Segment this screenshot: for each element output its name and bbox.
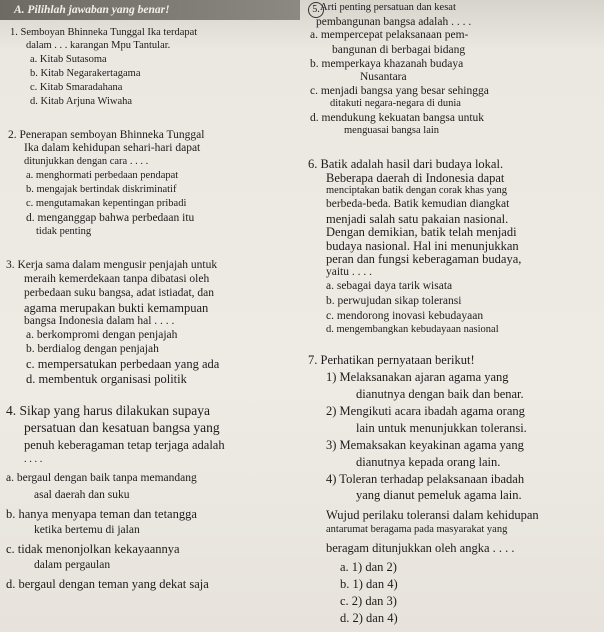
- right-text-line: d. 2) dan 4): [340, 611, 398, 625]
- right-text-line: menciptakan batik dengan corak khas yang: [326, 184, 508, 196]
- right-text-line: c. menjadi bangsa yang besar sehingga: [310, 84, 489, 97]
- left-text-line: 3. Kerja sama dalam mengusir penjajah untuk: [6, 258, 218, 271]
- right-text-line: a. sebagai daya tarik wisata: [326, 280, 453, 293]
- left-text-line: Ika dalam kehidupan sehari-hari dapat: [24, 141, 201, 154]
- right-text-line: b. 1) dan 4): [340, 577, 398, 592]
- right-text-line: a. mempercepat pelaksanaan pem-: [310, 29, 469, 42]
- right-text-line: lain untuk menunjukkan toleransi.: [356, 420, 527, 435]
- left-text-line: 4. Sikap yang harus dilakukan supaya: [6, 402, 210, 418]
- right-text-line: Nusantara: [360, 71, 407, 83]
- left-text-line: meraih kemerdekaan tanpa dibatasi oleh: [24, 272, 210, 285]
- right-text-line: 4) Toleran terhadap pelaksanaan ibadah: [326, 471, 525, 486]
- right-text-line: 1) Melaksanakan ajaran agama yang: [326, 370, 509, 385]
- left-text-line: a. Kitab Sutasoma: [30, 53, 107, 65]
- right-text-line: 6. Batik adalah hasil dari budaya lokal.: [308, 156, 504, 171]
- right-text-line: Arti penting persatuan dan kesat: [320, 2, 456, 14]
- right-text-line: menjadi salah satu pakaian nasional.: [326, 211, 509, 226]
- left-text-line: d. bergaul dengan teman yang dekat saja: [6, 576, 209, 591]
- right-text-line: peran dan fungsi keberagaman budaya,: [326, 252, 522, 267]
- left-text-line: dalam . . . karangan Mpu Tantular.: [26, 39, 171, 51]
- left-text-line: 1. Semboyan Bhinneka Tunggal Ika terdapat: [10, 27, 198, 39]
- left-text-line: agama merupakan bukti kemampuan: [24, 300, 209, 315]
- right-text-line: Dengan demikian, batik telah menjadi: [326, 225, 517, 240]
- right-text-line: menguasai bangsa lain: [344, 125, 440, 136]
- right-text-line: c. mendorong inovasi kebudayaan: [326, 309, 484, 322]
- left-text-line: c. Kitab Smaradahana: [30, 82, 123, 94]
- left-text-line: c. mengutamakan kepentingan pribadi: [26, 197, 187, 209]
- right-text-line: d. mengembangkan kebudayaan nasional: [326, 324, 499, 336]
- right-text-line: pembangunan bangsa adalah . . . .: [316, 15, 472, 28]
- left-text-line: b. berdialog dengan penjajah: [26, 342, 159, 355]
- left-text-line: b. hanya menyapa teman dan tetangga: [6, 506, 197, 521]
- left-text-line: b. mengajak bertindak diskriminatif: [26, 183, 177, 195]
- left-text-line: . . . .: [24, 454, 43, 466]
- right-text-line: 3) Memaksakan keyakinan agama yang: [326, 437, 524, 452]
- left-text-line: a. bergaul dengan baik tanpa memandang: [6, 471, 197, 484]
- right-text-line: dianutnya dengan baik dan benar.: [356, 387, 524, 402]
- left-text-line: penuh keberagaman tetap terjaga adalah: [24, 437, 225, 452]
- right-text-line: d. mendukung kekuatan bangsa untuk: [310, 111, 485, 124]
- right-text-line: Wujud perilaku toleransi dalam kehidupan: [326, 507, 539, 522]
- left-text-line: d. membentuk organisasi politik: [26, 372, 187, 387]
- right-text-line: 7. Perhatikan pernyataan berikut!: [308, 353, 475, 368]
- section-header: A. Pilihlah jawaban yang benar!: [14, 4, 170, 16]
- left-column: [0, 0, 300, 632]
- right-text-line: antarumat beragama pada masyarakat yang: [326, 524, 508, 536]
- right-text-line: a. 1) dan 2): [340, 560, 397, 575]
- left-text-line: bangsa Indonesia dalam hal . . . .: [24, 314, 175, 327]
- left-text-line: ditunjukkan dengan cara . . . .: [24, 155, 149, 167]
- left-text-line: a. berkompromi dengan penjajah: [26, 328, 178, 341]
- left-text-line: c. mempersatukan perbedaan yang ada: [26, 357, 220, 372]
- right-text-line: berbeda-beda. Batik kemudian diangkat: [326, 198, 510, 211]
- left-text-line: d. Kitab Arjuna Wiwaha: [30, 96, 133, 108]
- right-text-line: b. memperkaya khazanah budaya: [310, 57, 464, 70]
- left-text-line: ketika bertemu di jalan: [34, 524, 140, 537]
- right-text-line: Beberapa daerah di Indonesia dapat: [326, 171, 505, 186]
- right-text-line: ditakuti negara-negara di dunia: [330, 98, 461, 109]
- left-text-line: 2. Penerapan semboyan Bhinneka Tunggal: [8, 128, 205, 141]
- left-text-line: a. menghormati perbedaan pendapat: [26, 169, 179, 181]
- left-text-line: d. menganggap bahwa perbedaan itu: [26, 211, 195, 224]
- left-text-line: persatuan dan kesatuan bangsa yang: [24, 420, 220, 436]
- left-text-line: perbedaan suku bangsa, adat istiadat, dan: [24, 286, 215, 299]
- right-text-line: beragam ditunjukkan oleh angka . . . .: [326, 541, 515, 556]
- left-text-line: dalam pergaulan: [34, 559, 111, 572]
- left-text-line: asal daerah dan suku: [34, 489, 130, 502]
- question-number-5: 5.: [308, 2, 324, 18]
- left-text-line: tidak penting: [36, 225, 92, 237]
- right-text-line: yaitu . . . .: [326, 265, 372, 278]
- right-text-line: 2) Mengikuti acara ibadah agama orang: [326, 404, 525, 418]
- right-text-line: budaya nasional. Hal ini menunjukkan: [326, 238, 519, 253]
- right-column: [300, 0, 604, 632]
- right-text-line: bangunan di berbagai bidang: [332, 44, 466, 56]
- right-text-line: c. 2) dan 3): [340, 594, 397, 609]
- left-text-line: b. Kitab Negarakertagama: [30, 68, 141, 80]
- left-text-line: c. tidak menonjolkan kekayaannya: [6, 541, 180, 556]
- right-text-line: yang dianut pemeluk agama lain.: [356, 488, 522, 503]
- right-text-line: dianutnya kepada orang lain.: [356, 454, 501, 469]
- right-text-line: b. perwujudan sikap toleransi: [326, 294, 462, 307]
